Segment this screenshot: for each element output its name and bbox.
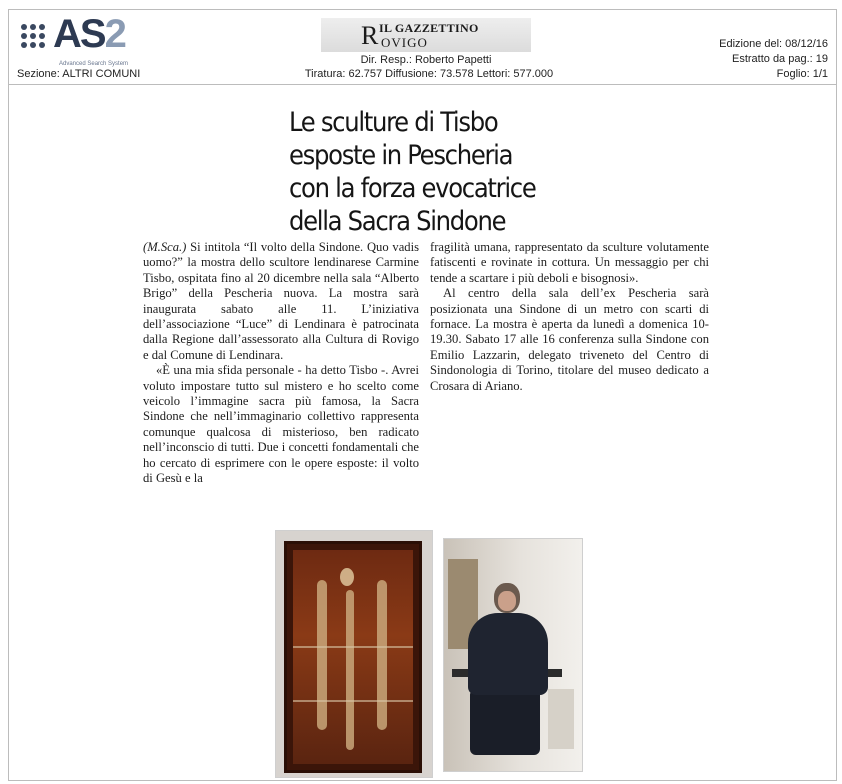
headline-line: Le sculture di Tisbo: [289, 107, 498, 138]
press-clipping-sheet: [8, 9, 837, 781]
article-paragraph: fragilità umana, rappresentato da sculture volutamente fatiscenti e rovinate in cottura. Un messaggio per chi tende a scartare i più deboli e bisognosi».: [430, 240, 709, 285]
article-paragraph: (M.Sca.) Si intitola “Il volto della Sindone. Quo vadis uomo?” la mostra dello scultore lendinarese Carmine Tisbo, ospitata fino al 20 dicembre nella sala “Alberto Brigo” della Pescheria nuova. La mostra sarà inaugurata sabato alle 11. L’iniziativa dell’associazione “Luce” di Lendinara è patrocinata dalla Regione dall’assessorato alla Cultura di Rovigo e dal Comune di Lendinara.: [143, 240, 419, 362]
masthead-city: OVIGO: [381, 35, 428, 50]
header-divider: [9, 84, 836, 85]
masthead-title: IL GAZZETTINO: [379, 21, 479, 35]
article-paragraph: «È una mia sfida personale - ha detto Tisbo -. Avrei voluto impostare tutto sul mistero e ho scelto come veicolo l’immagine sacra più famosa, la Sacra Sindone che nell’immaginario collettivo rappresenta comunque qualcosa di misterioso, ben radicato nell’inconscio di tutti. Due i concetti fondamentali che ho cercato di esprimere con le opere esposte: il volto di Gesù e la: [143, 363, 419, 486]
photo-sculptor-portrait: [443, 538, 583, 772]
page-excerpt: Estratto da pag.: 19: [731, 53, 828, 65]
article-column-left: [143, 240, 419, 487]
edition-date: Edizione del: 08/12/16: [719, 38, 828, 50]
headline-line: della Sacra Sindone: [289, 206, 506, 237]
headline-line: con la forza evocatrice: [289, 173, 536, 204]
circulation-line: Tiratura: 62.757 Diffusione: 73.578 Lettori: 577.000: [304, 68, 554, 80]
sheet-number: Foglio: 1/1: [776, 68, 828, 80]
masthead-initial: R: [361, 21, 379, 50]
headline-line: esposte in Pescheria: [289, 140, 513, 171]
director-line: Dir. Resp.: Roberto Papetti: [360, 54, 492, 66]
article-column-right: [430, 240, 709, 394]
article-headline: [289, 106, 589, 238]
byline: (M.Sca.): [143, 240, 187, 254]
logo-dots-icon: [21, 24, 45, 48]
logo-tagline: Advanced Search System: [59, 61, 129, 67]
section-label: Sezione: ALTRI COMUNI: [17, 68, 141, 80]
as2-logo: [19, 12, 149, 76]
photo-shroud-artwork: [275, 530, 433, 778]
logo-wordmark: AS2: [53, 12, 125, 56]
article-paragraph: Al centro della sala dell’ex Pescheria sarà posizionata una Sindone di un metro con scarti di fornace. La mostra è aperta da lunedì a domenica 10-19.30. Sabato 17 alle 16 conferenza sulla Sindone con Emilio Lazzarin, delegato triveneto del Centro di Sindonologia di Torino, titolare del museo dedicato a Crosara di Ariano.: [430, 286, 709, 393]
newspaper-masthead: [321, 18, 531, 52]
